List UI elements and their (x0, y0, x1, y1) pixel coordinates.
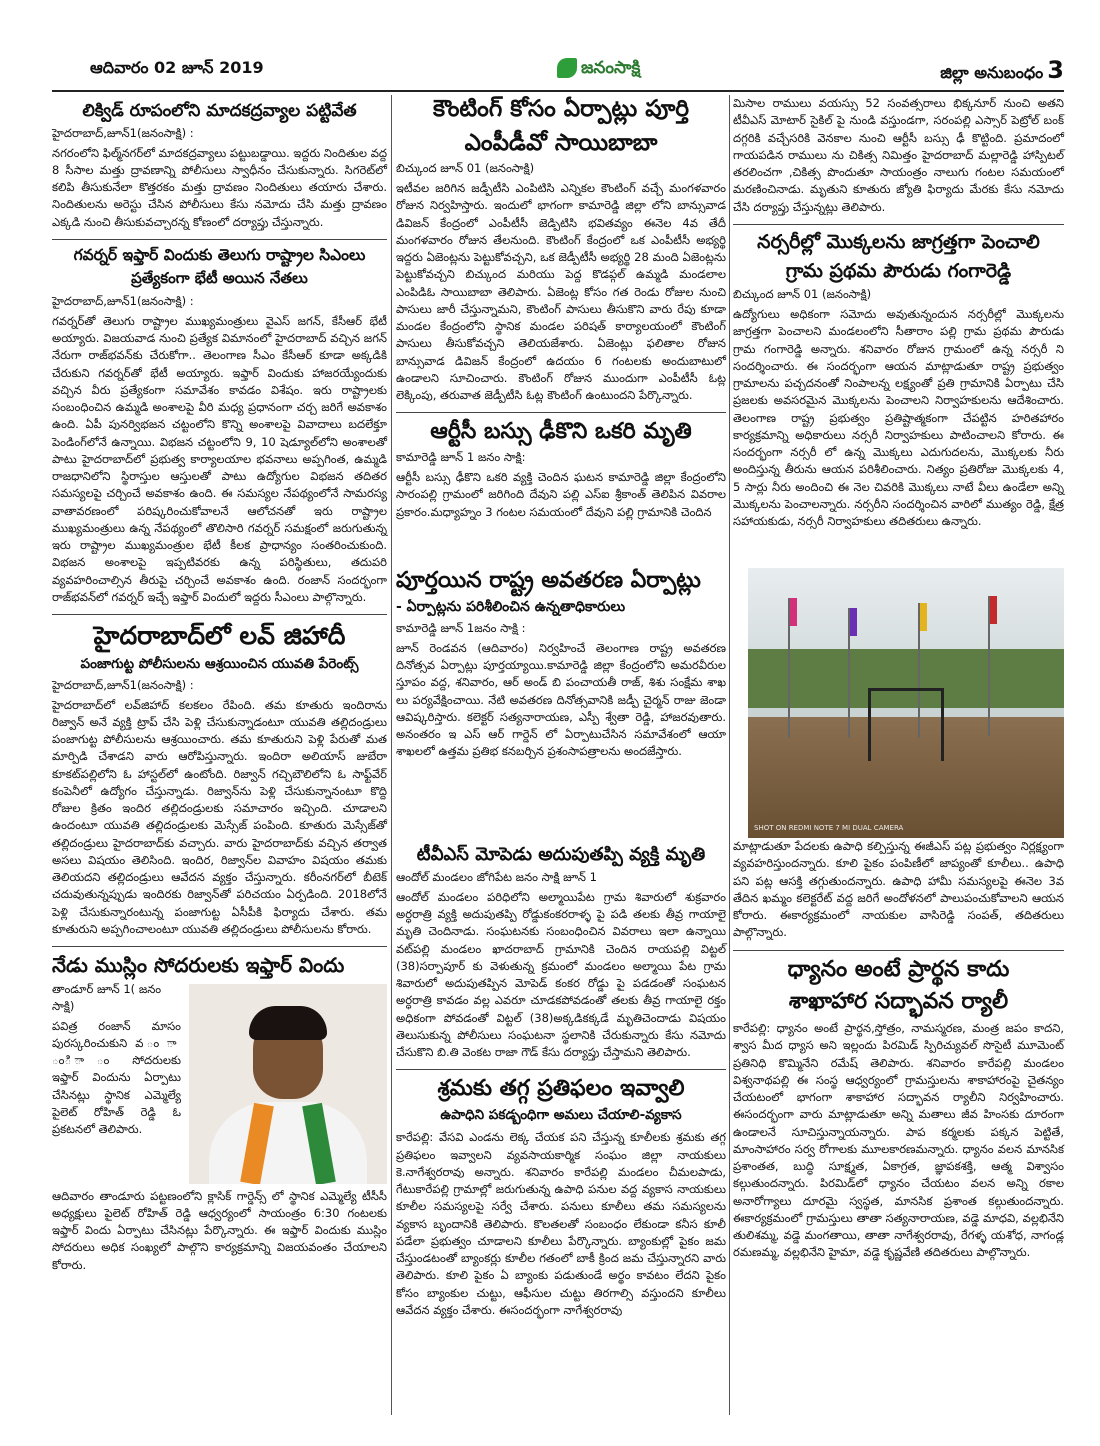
article-muslim-iftar (52, 953, 387, 1274)
headline: హైదరాబాద్‌లో లవ్ జిహాదీ (93, 621, 346, 651)
article-tvs-moped (396, 844, 726, 1061)
headline: శ్రమకు తగ్గ ప్రతిఫలం ఇవ్వాలి (437, 1076, 685, 1102)
mla-portrait (189, 984, 387, 1184)
flag (850, 608, 857, 636)
issue-date: ఆదివారం 02 జూన్ 2019 (90, 58, 264, 77)
flag (990, 596, 997, 624)
dateline: బిచ్కుంద జూన్ 01 (జనంసాక్షి) (396, 161, 535, 176)
dateline: హైదరాబాద్,జూన్1(జనంసాక్షి) : (52, 293, 194, 308)
subhead: పంజాగుట్ట పోలీసులను ఆశ్రయించిన యువతి పేరెంట్స్ (80, 655, 359, 672)
article-body: కారేపల్లి: ధ్యానం అంటే ప్రార్థన,స్తోత్రం, నామస్మరణ, మంత్ర జపం కాదని, శ్వాస మీద ధ్యాస అని ఇల్లందు పిరమిడ్ స్పిరిచ్యువల్ సొసైటీ మూమెంట్ ప్రతినిధి కొమ్మినేని రమేష్ తెలిపారు. శనివారం కారేపల్లి మండలం విశ్వనాథపల్లి ఈ సంస్థ ఆధ్వర్యంలో గ్రామస్తులను శాకాహారంపై చైతన్యం చేయటంలో భాగంగా శాకాహార సద్భావన ర్యాలీని నిర్వహించారు. ఈసందర్భంగా వారు మాట్లాడుతూ అన్ని మతాలు జీవ హింసకు దూరంగా ఉండాలనే సూచిస్తున్నాయన్నారు. పాప కర్మలకు పక్కన పెట్టితే, మాంసాహారం సర్వ రోగాలకు మూలకారణమన్నారు. ధ్యానం వలన మానసిక ప్రశాంతత, బుద్ధి సూక్ష్మత, ఏకాగ్రత, జ్ఞాపకశక్తి, ఆత్మ విశ్వాసం కల్గుతుందన్నారు. పిరమిడ్‌లో ధ్యానం చేయటం వలన అన్ని రకాల అనారోగ్యాలు దూరమై స్వస్థత, మానసిక ప్రశాంత కల్గుతుందన్నారు. ఈకార్యక్రమంలో గ్రామస్తులు తాతా సత్యనారాయణ, వడ్డె మాధవి, వల్లభినేని తులిశమ్మ, వడ్డె మంగతాయి, తాతా నాగేశ్వరరావు, రేగళ్ళ యశోధ, నాగండ్ల రమణమ్మ, వల్లభినేని హైమా, వడ్డె కృష్ణవేణి తదితరులు పాల్గొన్నారు. (733, 1021, 1064, 1260)
flag (790, 598, 797, 626)
headline: నేడు ముస్లిం సోదరులకు ఇఫ్తార్ విందు (52, 953, 345, 978)
article-counting (396, 95, 726, 404)
article-formation-day (396, 562, 726, 761)
headline: నర్సరీల్లో మొక్కలను జాగ్రత్తగా పెంచాలి (757, 230, 1040, 253)
dateline: హైదరాబాద్,జూన్1(జనంసాక్షి) : (52, 125, 194, 140)
article-body: ఆందోల్ మండలం పరిధిలోని అల్మాయిపేట గ్రామ శివారులో శుక్రవారం అర్ధరాత్రి వ్యక్తి అదుపుతప్పి రోడ్డుకంకరరాళ్ళ పై పడి తలకు తీవ్ర గాయాలై మృతి చెందినాడు. సంఘటనకు సంబంధించిన వివరాలు ఇలా ఉన్నాయి వట్‌పల్లి మండలం ఖాదరాబాద్ గ్రామానికి చెందిన రాయపల్లి విట్టల్ (38)సర్పాపూర్ కు వెళుతున్న క్రమంలో మండలం అల్మాయి పేట గ్రామ శివారులో అదుపుతప్పిన మోపెడ్ కంకర రోడ్డు పై పడడంతో సంఘటన అర్ధరాత్రి కావడం వల్ల ఎవరూ చూడకపోవడంతో తలకు తీవ్ర గాయాలై రక్తం అధికంగా పోవడంతో విట్టల్ (38)అక్కడికక్కడే మృతిచెందాడు విషయం తెలుసుకున్న పోలీసులు సంఘటనా స్థలానికి చేరుకున్నారు కేసు నమోదు చేసుకొని బి.తి వెంకట రాజా గౌడ్ కేసు దర్యాప్తు చేస్తామని తెలిపారు. (396, 889, 726, 1060)
article-wages (396, 1076, 726, 1319)
page-header (52, 52, 1064, 92)
article-body: ఆదివారం తాండూరు పట్టణంలోని క్లాసిక్ గార్డెన్స్ లో స్థానిక ఎమ్మెల్యే టీసీసీ అధ్యక్షులు పైలెట్ రోహిత్ రెడ్డి ఆధ్వర్యంలో సాయంత్రం 6:30 గంటలకు ఇఫ్తార్ విందు ఏర్పాటు చేసినట్లు పేర్కొన్నారు. ఈ ఇఫ్తార్ విందుకు ముస్లిం సోదరులు అధిక సంఖ్యలో పాల్గొని కార్యక్రమాన్ని విజయవంతం చేయాలని కోరారు. (52, 1188, 387, 1272)
divider (733, 950, 1064, 951)
dateline: హైదరాబాద్,జూన్1(జనంసాక్షి) : (52, 677, 194, 692)
dateline: బిచ్కుంద జూన్ 01 (జనంసాక్షి) (733, 287, 872, 302)
article-rtc-bus-continued: మిసాల రాములు వయస్సు 52 సంవత్సరాలు భిక్కనూర్ నుంచి అతని టీవీఎస్ మోటార్ సైకిల్ పై నుండి వస్తుండగా, సరంపల్లి ఎస్సార్ పెట్రోల్ బంక్ దగ్గరికి వచ్చేసరికి వెనకాల నుంచి ఆర్టీసీ బస్సు ఢీ కొట్టింది. ప్రమాదంలో గాయపడిన రాములు ను చికిత్స నిమిత్తం హైదరాబాద్ మల్లారెడ్డి హాస్పిటల్ తరలించగా ,చికిత్స పొందుతూ సాయంత్రం నాలుగు గంటల సమయంలో మరణించినాడు. మృతుని కూతురు జ్యోతి ఫిర్యాదు మేరకు కేసు నమోదు చేసి దర్యాప్తు చేస్తున్నట్లు తెలిపారు. (733, 96, 1064, 214)
logo-text: జనంసాక్షి (581, 58, 641, 78)
article-rtc-bus (396, 419, 726, 521)
column-left (52, 95, 387, 1274)
article-body: ఆర్టీసీ బస్సు ఢీకొని ఒకరి వ్యక్తి చెందిన ఘటన కామారెడ్డి జిల్లా కేంద్రంలోని సారంపల్లి గ్రామంలో జరిగింది దేవుని పల్లి ఎస్‌ఐ శ్రీకాంత్ తెలిపిన వివరాల ప్రకారం.మధ్యాహ్నం 3 గంటల సమయంలో దేవుని పల్లి గ్రామానికి చెందిన (396, 470, 726, 519)
article-body: గవర్నర్‌తో తెలుగు రాష్ట్రాల ముఖ్యమంత్రులు వైఎస్ జగన్, కేసీఆర్ భేటీ అయ్యారు. విజయవాడ నుంచి ప్రత్యేక విమానంలో హైదరాబాద్ వచ్చిన జగన్ నేరుగా రాజ్‌భవన్‌కు చేరుకోగా.. తెలంగాణ సీఎం కేసీఆర్ కూడా అక్కడికి చేరుకుని గవర్నర్‌తో భేటీ అయ్యారు. ఇఫ్తార్ విందుకు హాజరయ్యేందుకు వచ్చిన వీరు ప్రత్యేకంగా సమావేశం కావడం విశేషం. ఇరు రాష్ట్రాలకు సంబంధించిన ఉమ్మడి అంశాలపై వీరి మధ్య ప్రధానంగా చర్చ జరిగే అవకాశం ఉంది. ఏపీ పునర్విభజన చట్టంలోని కొన్ని అంశాలపై వివాదాలు బదలేక్తూ పెండింగ్‌లోనే ఉన్నాయి. విభజన చట్టంలోని 9, 10 షెడ్యూల్‌లోని అంశాలతో పాటు హైదరాబాద్‌లో ప్రభుత్వ కార్యాలయాల భవనాలు అప్పగింత, ఉమ్మడి రాజధానిలోని స్థిరాస్తుల ఆస్తులతో పాటు ఉద్యోగుల విభజన తదితర సమస్యలపై చర్చించే అవకాశం ఉంది. ఈ సమస్యల నేపథ్యంలోనే సామరస్య వాతావరణంలో పరిష్కరించుకోవాలనే ఆలోచనతో ఇరు రాష్ట్రాల ముఖ్యమంత్రులు ఉన్న నేపథ్యంలో తొలిసారి గవర్నర్ సమక్షంలో జరుగుతున్న ఇరు రాష్ట్రాల ముఖ్యమంత్రుల భేటీ కీలక ప్రాధాన్యం సంతరించుకుంది. విభజన అంశాలపై ఇప్పటివరకు ఉన్న పరిస్థితులు, తదుపరి వ్యవహరించాల్సిన తీరుపై చర్చించే అవకాశం ఉంది. రంజాన్ సందర్భంగా రాజ్‌భవన్‌లో గవర్నర్ ఇచ్చే ఇఫ్తార్ విందులో ఇద్దరు సీఎంలు పాల్గొన్నారు. (52, 313, 387, 604)
headline: కౌంటింగ్ కోసం ఏర్పాట్లు పూర్తి (433, 96, 689, 122)
page-number: 3 (1047, 56, 1064, 84)
dateline: కామారెడ్డి జూన్ 1 జనం సాక్షి: (396, 450, 526, 465)
headline: లిక్విడ్ రూపంలోని మాదకద్రవ్యాల పట్టివేత (82, 101, 357, 121)
portrait-hair (249, 1006, 327, 1040)
headline: గవర్నర్ ఇఫ్తార్ విందుకు తెలుగు రాష్ట్రాల సిఎంలు (73, 245, 366, 264)
column-right (733, 95, 1064, 530)
subhead: ప్రత్యేకంగా భేటీ అయిన నేతలు (131, 268, 308, 287)
divider (733, 224, 1064, 225)
column-middle-lower (396, 838, 726, 1319)
subhead: శాఖాహార సద్భావన ర్యాలీ (788, 989, 1009, 1015)
leaf-icon (557, 58, 577, 78)
subhead: ఎంపీడీవో సాయిబాబా (464, 130, 658, 157)
formation-day-block (396, 562, 1064, 844)
article-meditation (733, 957, 1064, 1262)
headline: ఆర్టీసీ బస్సు ఢీకొని ఒకరి మృతి (430, 419, 692, 445)
divider (52, 614, 387, 615)
dateline: ఆందోల్ మండలం జోగిపేట జనం సాక్షి జూన్ 1 (396, 869, 597, 884)
article-liquid-drugs (52, 101, 387, 231)
headline: టీవీఎస్ మోపెడు అదుపుతప్పి వ్యక్తి మృతి (416, 844, 706, 865)
article-body: జూన్ రెండవన (ఆదివారం) నిర్వహించే తెలంగాణ రాష్ట్ర అవతరణ దినోత్సవ ఏర్పాట్లు పూర్తయ్యాయి.కామారెడ్డి జిల్లా కేంద్రంలోని అమరవీరుల స్తూపం వద్ద, శనివారం, ఆర్ అండ్ బి పంచాయతీ రాజ్, శిశు సంక్షేమ శాఖ లు పర్యవేక్షించాయి. నేటి అవతరణ దినోత్సవానికి జడ్పీ చైర్మన్ రాజు జెండా ఆవిష్కరిస్తారు. కలెక్టర్ సత్యనారాయణ, ఎస్పీ శ్వేతా రెడ్డి, హాజరవుతారు. అనంతరం ఇ ఎస్ ఆర్ గార్డెన్ లో ఏర్పాటుచేసిన సమావేశంలో ఆయా శాఖలలో ఉత్తమ ప్రతిభ కనబర్చిన ప్రశంసాపత్రాలను అందజేస్తారు. (396, 640, 726, 759)
article-body: కారేపల్లి: వేసవి ఎండను లెక్క చేయక పని చేస్తున్న కూలీలకు శ్రమకు తగ్గ ప్రతిఫలం ఇవ్వాలని వ్యవసాయకార్మిక సంఘం జిల్లా నాయకులు కె.నాగేశ్వరరావు అన్నారు. శనివారం కారేపల్లి మండలం చీమలపాడు, గేటుకారేపల్లి గ్రామాల్లో జరుగుతున్న ఉపాధి పనుల వద్ద వ్యకాస నాయకులు కూలీల సమస్యలపై సర్వే చేశారు. పనులు కూలీలు తమ సమస్యలను వ్యకాస బృందానికి తెలిపారు. కొలతలతో సంబంధం లేకుండా కనీస కూలీ పడేలా ప్రభుత్వం చూడాలని కూలీలు పేర్కొన్నారు. బ్యాంకుల్లో పైకం జమ చేస్తుండటంతో బ్యాంకర్లు కూలీల గతంలో బాకీ క్రింద జమ చేస్తున్నారని వారు తెలిపారు. కూలి పైకం ఏ బ్యాంకు పడుతుండే అర్థం కావటం లేదని పైకం కోసం బ్యాంకుల చుట్టు, ఆఫీసుల చుట్టు తిరగాల్సి వస్తుందని కూలీలు ఆవేదన వ్యక్తం చేశారు. ఈసందర్భంగా నాగేశ్వరరావు (396, 1130, 726, 1317)
article-love-jihad (52, 621, 387, 938)
photo-watermark: SHOT ON REDMI NOTE 7 MI DUAL CAMERA (754, 823, 904, 832)
dateline: తాండూర్ జూన్ 1( జనం సాక్షి) (52, 981, 162, 1013)
headline: ధ్యానం అంటే ప్రార్థన కాదు (787, 956, 1010, 982)
headline: పూర్తయిన రాష్ట్ర అవతరణ ఏర్పాట్లు (396, 568, 701, 593)
article-body: ఇటీవల జరిగిన జడ్పీటీసి ఎంపిటిసి ఎన్నికల కౌంటింగ్ వచ్చే మంగళవారం రోజున నిర్వహిస్తారు. ఇందులో భాగంగా కామారెడ్డి జిల్లా లోని బాన్సువాడ డివిజన్ కేంద్రంలో ఎంపీటీసీ జెడ్పిటిసి భవితవ్యం ఈనెల 4వ తేదీ మంగళవారం రోజున తేలనుంది. కౌంటింగ్ కేంద్రంలో ఒక ఎంపీటీసీ అభ్యర్థి ఇద్దరు ఏజెంట్లను పెట్టుకోవచ్చని, ఒక జెడ్పీటీసీ అభ్యర్థి 28 మంది ఏజెంట్లను పెట్టుకోవచ్చని బిచ్కుంద మరియు పెద్ద కొడప్గల్ ఉమ్మడి మండలాల ఎంపిడిఓ సాయిబాబా తెలిపారు. ఏజెంట్ల కోసం గత రెండు రోజుల నుంచి పాసులు జారీ చేస్తున్నామని, కౌంటింగ్ పాసులు తీసుకొని వారు రేపు కూడా మండల కేంద్రంలోని స్థానిక మండల పరిషత్ కార్యాలయంలో కౌంటింగ్ పాసులు తీసుకోవచ్చని తెలియజేశారు. ఏజెంట్లు ఫలితాల రోజున బాన్సువాడ డివిజన్ కేంద్రంలో ఉదయం 6 గంటలకు అందుబాటులో ఉండాలని సూచించారు. కౌంటింగ్ రోజున ముందుగా ఎంపీటీసీ ఓట్ల లెక్కింపు, తరువాత జెడ్పీటీసి ఓట్ల కౌంటింగ్ ఉంటుందని పేర్కొన్నారు. (396, 181, 726, 403)
subhead: - ఏర్పాట్లను పరిశీలించిన ఉన్నతాధికారులు (396, 598, 626, 615)
article-governor-iftar (52, 246, 387, 606)
divider (396, 1069, 726, 1070)
portrait-shirt (209, 1102, 367, 1184)
subhead: ఉపాధిని పకడ్బంధిగా అమలు చేయాలి-వ్యకాస (440, 1107, 682, 1124)
article-nursery (733, 231, 1064, 531)
divider (52, 946, 387, 947)
column-middle (396, 95, 726, 521)
divider (52, 239, 387, 240)
article-body: నగరంలోని ఫిల్మ్‌నగర్‌లో మాదకద్రవ్యాలు పట్టుబడ్డాయి. ఇద్దరు నిందితుల వద్ద 8 సీసాల మత్తు ద్రావణాన్ని పోలీసులు స్వాధీనం చేసుకున్నారు. సిగరెట్‌లో కలిపి తీసుకునేలా కొత్తరకం మత్తు ద్రావణం నిందితులు తయారు చేశారు. నిందితులను అరెస్టు చేసిన పోలీసులు కేసు నమోదు చేసి మత్తు ద్రావణం ఎక్కడి నుంచి తీసుకువచ్చారన్న కోణంలో దర్యాప్తు చేస్తున్నారు. (52, 145, 387, 229)
section-name: జిల్లా అనుబంధం (940, 63, 1044, 82)
divider (396, 412, 726, 413)
section-label (940, 56, 1064, 86)
column-right-lower (733, 838, 1064, 1262)
flag (920, 603, 927, 631)
article-body: ఉద్యోగులు అధికంగా సమోదు అవుతున్నందున నర్సరీల్లో మొక్కలను జాగ్రత్తగా పెంచాలని మండలంలోని సీతారాం పల్లి గ్రామ ప్రథమ పౌరుడు గ్రామ గంగారెడ్డి అన్నారు. శనివారం రోజున గ్రామంలో ఉన్న నర్సరీ ని సందర్శించారు. ఈ సందర్భంగా ఆయన మాట్లాడుతూ రాష్ట్ర ప్రభుత్వం గ్రామాలను పచ్చదనంతో నింపాలన్న లక్ష్యంతో ప్రతి గ్రామానికి ఏర్పాటు చేసి ప్రజలకు అవసరమైన మొక్కలను పెంచాలని నిర్వాహకులను ఆదేశించారు. తెలంగాణ రాష్ట్ర ప్రభుత్వం ప్రతిష్టాత్మకంగా చేపట్టిన హరితహారం కార్యక్రమాన్ని అధికారులు నర్సరీ నిర్వాహకులు పాటించాలని కోరారు. ఈ సందర్భంగా నర్సరీ లో ఉన్న మొక్కలు ఎదుగుదలను, మొక్కలకు నీరు అందిస్తున్న తీరును ఆయన పరిశీలించారు. నిత్యం ప్రతిరోజు మొక్కలకు 4, 5 సార్లు నీరు అందించి ఈ నెల చివరికి మొక్కలు నాటే వీలు ఉండేలా అన్ని మొక్కలను పెంచాలన్నారు. నర్సరీని సందర్శించిన వారిలో ముత్యం రెడ్డి, క్షేత్ర సహాయకుడు, నర్సరీ నిర్వాహకులు తదితరులు ఉన్నారు. (733, 307, 1064, 529)
article-body-beside-photo: పవిత్ర రంజాన్ మాసం పురస్కరించుకుని వ ం ా ంి ా ం సోదరులకు ఇఫ్తార్ విందును ఏర్పాటు చేసినట్లు స్థానిక ఎమ్మెల్యే పైలెట్ రోహిత్ రెడ్డి ఓ ప్రకటనలో తెలిపారు. (52, 1018, 181, 1137)
formation-photo-wrap (748, 562, 1064, 844)
article-wages-continued: మాట్లాడుతూ పేదలకు ఉపాధి కల్పిస్తున్న ఈజీఎస్ పట్ల ప్రభుత్వం నిర్లక్ష్యంగా వ్యవహరిస్తుందన్నారు. కూలి పైకం పంపిణీలో జాప్యంతో కూలీలు.. ఉపాధి పని పట్ల ఆసక్తి తగ్గుతుందన్నారు. ఉపాధి హామీ సమస్యలపై ఈనెల 3వ తేదిన ఖమ్మం కలెక్టరేట్ వద్ద జరిగే అందోళనలో పాలుపంచుకోవాలని ఆయన కోరారు. ఈకార్యక్రమంలో నాయకుల వాసిరెడ్డి సంపత్, తదితరులు పాల్గొన్నారు. (733, 839, 1064, 940)
article-body: హైదరాబాద్‌లో లవ్‌జిహాద్ కలకలం రేపింది. తమ కూతురు ఇందిరాను రిజ్వాన్ అనే వ్యక్తి ట్రాప్ చేసి పెళ్లి చేసుకున్నాడంటూ యువతి తల్లిదండ్రులు పంజాగుట్ట పోలీసులను ఆశ్రయించారు. తమ కూతురుని పెళ్లి పేరుతో మత మార్పిడి చేశాడని వారు ఆరోపిస్తున్నారు. ఇందిరా అలియాస్ జుబేరా కూకట్‌పల్లిలోని ఓ హాస్టల్‌లో ఉంటోంది. రిజ్వాన్ గచ్చిబౌలిలోని ఓ సాఫ్ట్‌వేర్ కంపెనీలో ఉద్యోగం చేస్తున్నాడు. రిజ్వాన్‌ను పెళ్లి చేసుకున్నానంటూ కొద్ది రోజుల క్రితం ఇందిర తల్లిదండ్రులకు సమాచారం ఇచ్చింది. చూడాలని ఉందంటూ యువతి తల్లిదండ్రులకు మెస్సేజ్ పంపింది. కూతురు మెస్సేజ్‌తో తల్లిదండ్రులు హైదరాబాద్‌కు వచ్చారు. వారు హైదరాబాద్‌కు వచ్చిన తర్వాత అసలు విషయం తెలిసింది. ఇందిర, రిజ్వాన్‌ల వివాహం విషయం తమకు తెలియదని తల్లిదండ్రులు ఆవేదన వ్యక్తం చేస్తున్నారు. కరీంనగర్‌లో బీటెక్ చదువుతున్నప్పుడు ఇందిరకు రిజ్వాన్‌తో పరిచయం ఏర్పడింది. 2018లోనే పెళ్లి చేసుకున్నారంటున్న పంజాగుట్ట ఏసీపీకి ఫిర్యాదు చేశారు. తమ కూతురుని అప్పగించాలంటూ యువతి తల్లిదండ్రులు పోలీసులను కోరారు. (52, 697, 387, 936)
dateline: కామారెడ్డి జూన్ 1జనం సాక్షి : (396, 620, 526, 635)
subhead: గ్రామ ప్రథమ పౌరుడు గంగారెడ్డి (785, 259, 1012, 282)
column-rule (391, 95, 392, 1415)
memorial-gate (868, 688, 944, 761)
memorial-photo (748, 568, 1064, 838)
